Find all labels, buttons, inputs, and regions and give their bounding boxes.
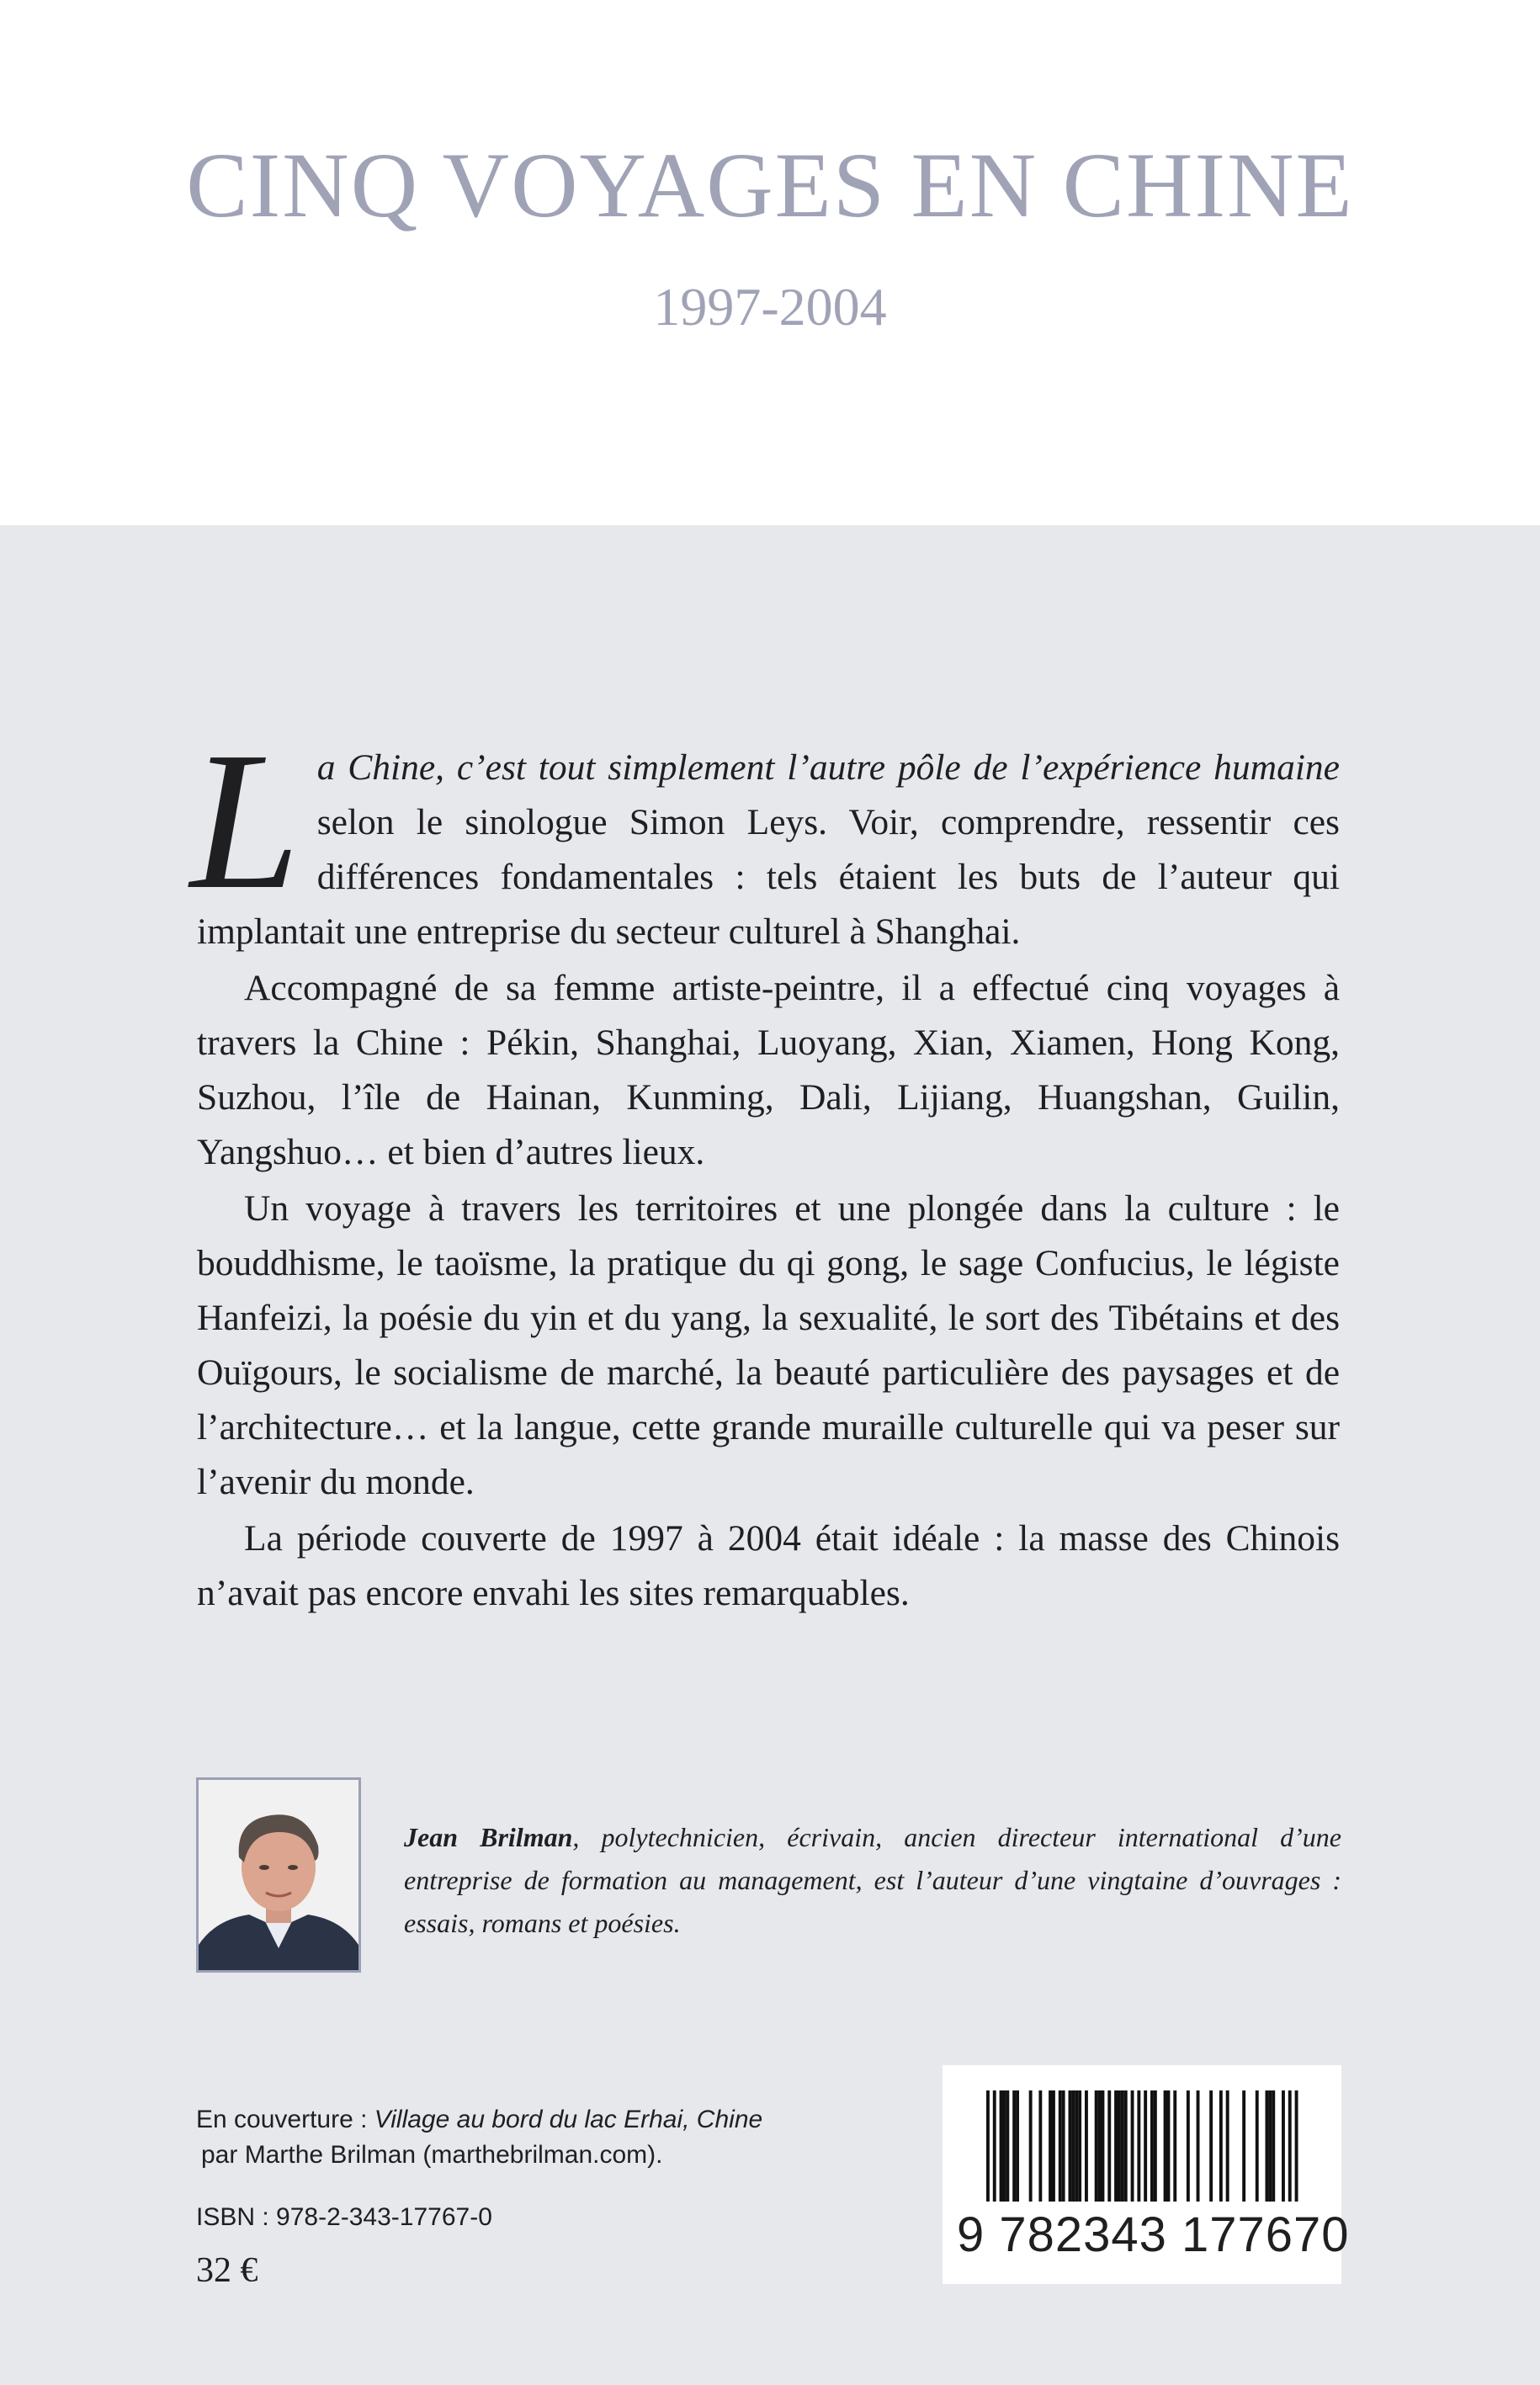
cover-top-band <box>0 0 1540 525</box>
blurb-quote: a Chine, c’est tout simplement l’autre pôle de l’expérience humaine <box>316 747 1340 788</box>
barcode-bar <box>1242 2090 1245 2202</box>
barcode-bar <box>1003 2090 1006 2202</box>
cover-credit-line-1 <box>196 2102 869 2138</box>
barcode-bar <box>1069 2090 1072 2202</box>
barcode-bar <box>1118 2090 1121 2202</box>
barcode <box>943 2065 1350 2284</box>
barcode-bar <box>1268 2090 1272 2202</box>
blurb-text: selon le sinologue Simon Leys. Voir, comprendre, ressentir ces différences fondamentales : tels étaient les buts de l’auteur qui implantait une entreprise du secteur culturel à Shanghai. <box>197 802 1340 952</box>
author-bio <box>404 1816 1341 1945</box>
barcode-bar <box>1085 2090 1088 2202</box>
barcode-bar <box>1062 2090 1065 2202</box>
blurb-paragraph-1 <box>190 711 1340 959</box>
author-bio-text: , polytechnicien, écrivain, ancien directeur international d’une entreprise de formation au management, est l’auteur d’une vingtaine d’ouvrages : essais, romans et poésies. <box>404 1822 1342 1938</box>
author-portrait-icon <box>199 1780 358 1970</box>
blurb-paragraph-2: Accompagné de sa femme artiste-peintre, il a effectué cinq voyages à travers la Chine : Pékin, Shanghai, Luoyang, Xian, Xiamen, Hong Kong, Suzhou, l’île de Hainan, Kunming, Dali, Lijiang, Huangshan, Guilin, Yangshuo… et bien d’autres lieux. <box>197 968 1340 1172</box>
barcode-bar <box>1295 2090 1298 2202</box>
barcode-bar <box>1095 2090 1098 2202</box>
barcode-bar <box>1272 2090 1275 2202</box>
barcode-bar <box>1124 2090 1128 2202</box>
barcode-bar <box>1012 2090 1016 2202</box>
barcode-bar <box>1029 2090 1033 2202</box>
barcode-bar <box>1197 2090 1200 2202</box>
barcode-bar <box>1173 2090 1176 2202</box>
barcode-bar <box>1256 2090 1259 2202</box>
barcode-bar <box>1052 2090 1055 2202</box>
blurb-paragraph-4: La période couverte de 1997 à 2004 était idéale : la masse des Chinois n’avait pas encore envahi les sites remarquables. <box>197 1518 1340 1613</box>
barcode-bar <box>1102 2090 1105 2202</box>
barcode-bar <box>1226 2090 1229 2202</box>
barcode-bar <box>1144 2090 1147 2202</box>
price: 32 € <box>196 2251 258 2290</box>
isbn: ISBN : 978-2-343-17767-0 <box>196 2203 492 2231</box>
blurb-paragraph-3: Un voyage à travers les territoires et une plongée dans la culture : le bouddhisme, le taoïsme, la pratique du qi gong, le sage Confucius, le légiste Hanfeizi, la poésie du yin et du yang, la sexualité, le sort des Tibétains et des Ouïgours, le socialisme de marché, la beauté particulière des paysages et de l’architecture… et la langue, cette grande muraille culturelle qui va peser sur l’avenir du monde. <box>197 1188 1340 1502</box>
barcode-bar <box>1150 2090 1154 2202</box>
barcode-bar <box>1167 2090 1171 2202</box>
barcode-bar <box>1059 2090 1062 2202</box>
barcode-bar <box>1187 2090 1190 2202</box>
back-cover-blurb <box>190 711 1340 1623</box>
barcode-bar <box>1075 2090 1078 2202</box>
book-subtitle: 1997-2004 <box>653 277 887 337</box>
barcode-bar <box>1137 2090 1140 2202</box>
cover-credit-line-2: par Marthe Brilman (marthebrilman.com). <box>201 2141 663 2169</box>
barcode-bar <box>1114 2090 1118 2202</box>
credit-prefix: En couverture : <box>196 2106 374 2133</box>
barcode-bar <box>993 2090 996 2202</box>
barcode-bar <box>1000 2090 1003 2202</box>
barcode-bar <box>1219 2090 1223 2202</box>
barcode-bar <box>1131 2090 1134 2202</box>
barcode-bar <box>1006 2090 1009 2202</box>
barcode-bar <box>986 2090 990 2202</box>
barcode-bar <box>1121 2090 1124 2202</box>
barcode-bars <box>943 2065 1341 2208</box>
drop-cap: L <box>190 711 300 930</box>
author-photo <box>196 1777 361 1973</box>
barcode-bar <box>1107 2090 1111 2202</box>
barcode-bar <box>1164 2090 1167 2202</box>
barcode-bar <box>1049 2090 1052 2202</box>
book-title: CINQ VOYAGES EN CHINE <box>186 134 1354 236</box>
credit-artwork: Village au bord du lac Erhai, Chine <box>374 2106 763 2133</box>
barcode-digits: 9 782343 177670 <box>957 2207 1350 2262</box>
barcode-bar <box>1282 2090 1285 2202</box>
barcode-bar <box>1288 2090 1292 2202</box>
barcode-bar <box>1209 2090 1213 2202</box>
barcode-bar <box>1266 2090 1269 2202</box>
barcode-bar <box>1016 2090 1019 2202</box>
barcode-bar <box>1038 2090 1042 2202</box>
author-name: Jean Brilman <box>404 1822 573 1852</box>
cover-credit <box>196 2102 869 2173</box>
barcode-bar <box>1098 2090 1102 2202</box>
barcode-bar <box>1071 2090 1075 2202</box>
barcode-bar <box>1154 2090 1157 2202</box>
barcode-bar <box>1078 2090 1081 2202</box>
